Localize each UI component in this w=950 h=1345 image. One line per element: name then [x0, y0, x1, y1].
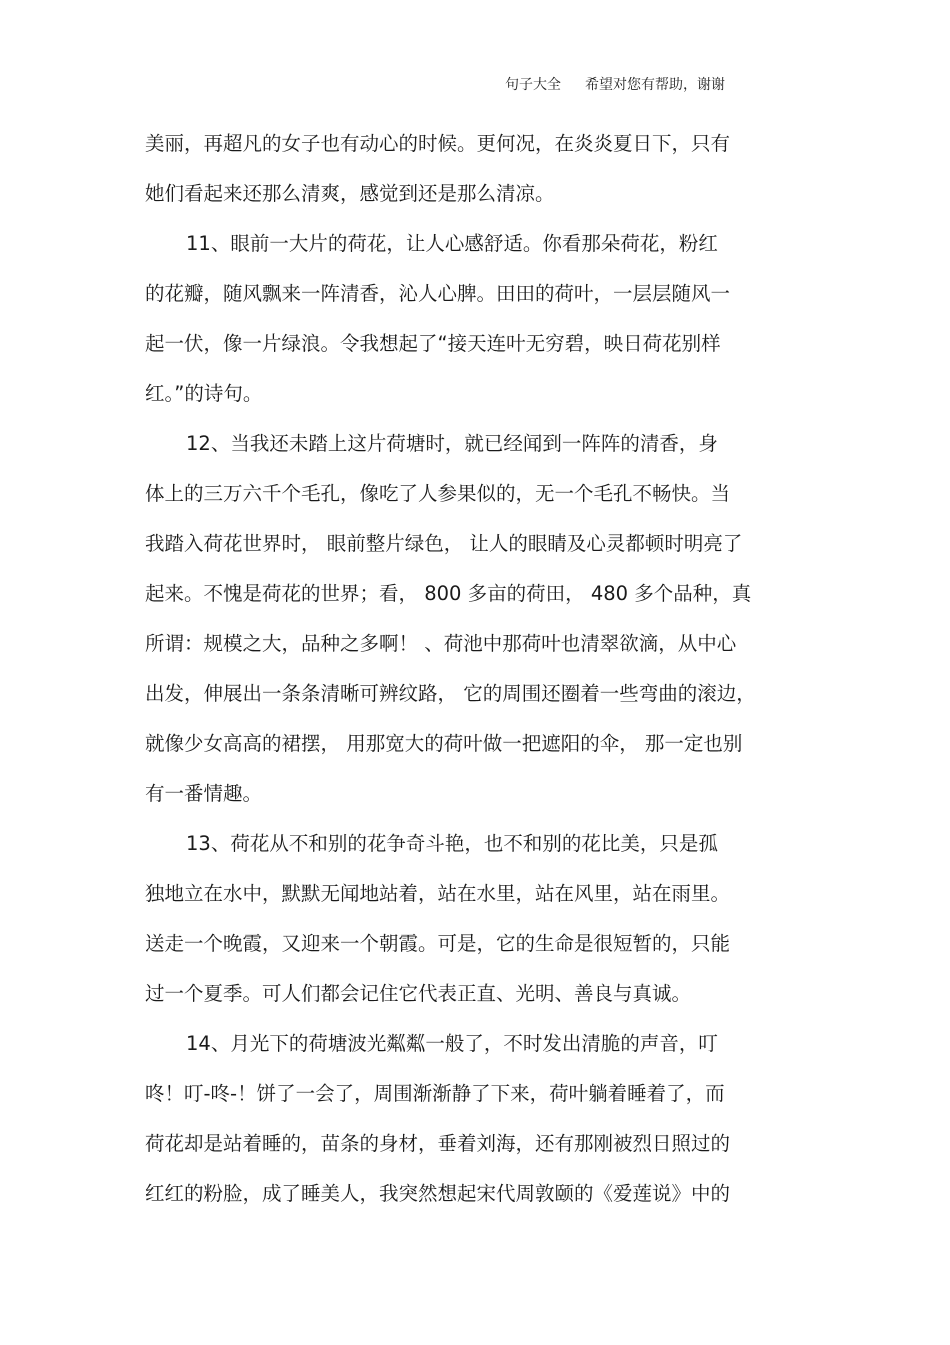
text-line: 的花瓣，随风飘来一阵清香，沁人心脾。田田的荷叶，一层层随风一	[145, 282, 731, 305]
text-line: 她们看起来还那么清爽，感觉到还是那么清凉。	[145, 182, 555, 205]
text-line: 体上的三万六千个毛孔，像吃了人参果似的，无一个毛孔不畅快。当	[145, 482, 731, 505]
text-line: 红。”的诗句。	[145, 382, 263, 405]
text-line: 就像少女高高的裙摆， 用那宽大的荷叶做一把遮阳的伞， 那一定也别	[145, 732, 743, 755]
paragraph-start-13: 13、荷花从不和别的花争奇斗艳，也不和别的花比美，只是孤	[186, 832, 718, 855]
page-header	[505, 74, 725, 94]
header-site-name: 句子大全	[505, 77, 561, 93]
paragraph-start-11: 11、眼前一大片的荷花，让人心感舒适。你看那朵荷花，粉红	[186, 232, 718, 255]
text-line: 独地立在水中，默默无闻地站着，站在水里，站在风里，站在雨里。	[145, 882, 731, 905]
text-line: 所谓：规模之大，品种之多啊！ 、荷池中那荷叶也清翠欲滴，从中心	[145, 632, 737, 655]
header-note: 希望对您有帮助，谢谢	[585, 77, 725, 93]
text-line: 出发，伸展出一条条清晰可辨纹路， 它的周围还圈着一些弯曲的滚边，	[145, 682, 756, 705]
text-line: 红红的粉脸，成了睡美人，我突然想起宋代周敦颐的《爱莲说》中的	[145, 1182, 731, 1205]
text-line: 有一番情趣。	[145, 782, 263, 805]
text-line: 起来。不愧是荷花的世界；看， 800 多亩的荷田， 480 多个品种，真	[145, 582, 752, 605]
paragraph-start-12: 12、当我还未踏上这片荷塘时，就已经闻到一阵阵的清香，身	[186, 432, 718, 455]
text-line: 我踏入荷花世界时， 眼前整片绿色， 让人的眼睛及心灵都顿时明亮了	[145, 532, 743, 555]
text-line: 美丽，再超凡的女子也有动心的时候。更何况，在炎炎夏日下，只有	[145, 132, 731, 155]
paragraph-start-14: 14、月光下的荷塘波光粼粼一般了，不时发出清脆的声音，叮	[186, 1032, 718, 1055]
text-line: 过一个夏季。可人们都会记住它代表正直、光明、善良与真诚。	[145, 982, 692, 1005]
text-line: 送走一个晚霞，又迎来一个朝霞。可是，它的生命是很短暂的，只能	[145, 932, 731, 955]
text-line: 起一伏，像一片绿浪。令我想起了“接天连叶无穷碧，映日荷花别样	[145, 332, 721, 355]
text-line: 荷花却是站着睡的，苗条的身材，垂着刘海，还有那刚被烈日照过的	[145, 1132, 731, 1155]
text-line: 咚！叮-咚-！饼了一会了，周围渐渐静了下来，荷叶躺着睡着了，而	[145, 1082, 725, 1105]
